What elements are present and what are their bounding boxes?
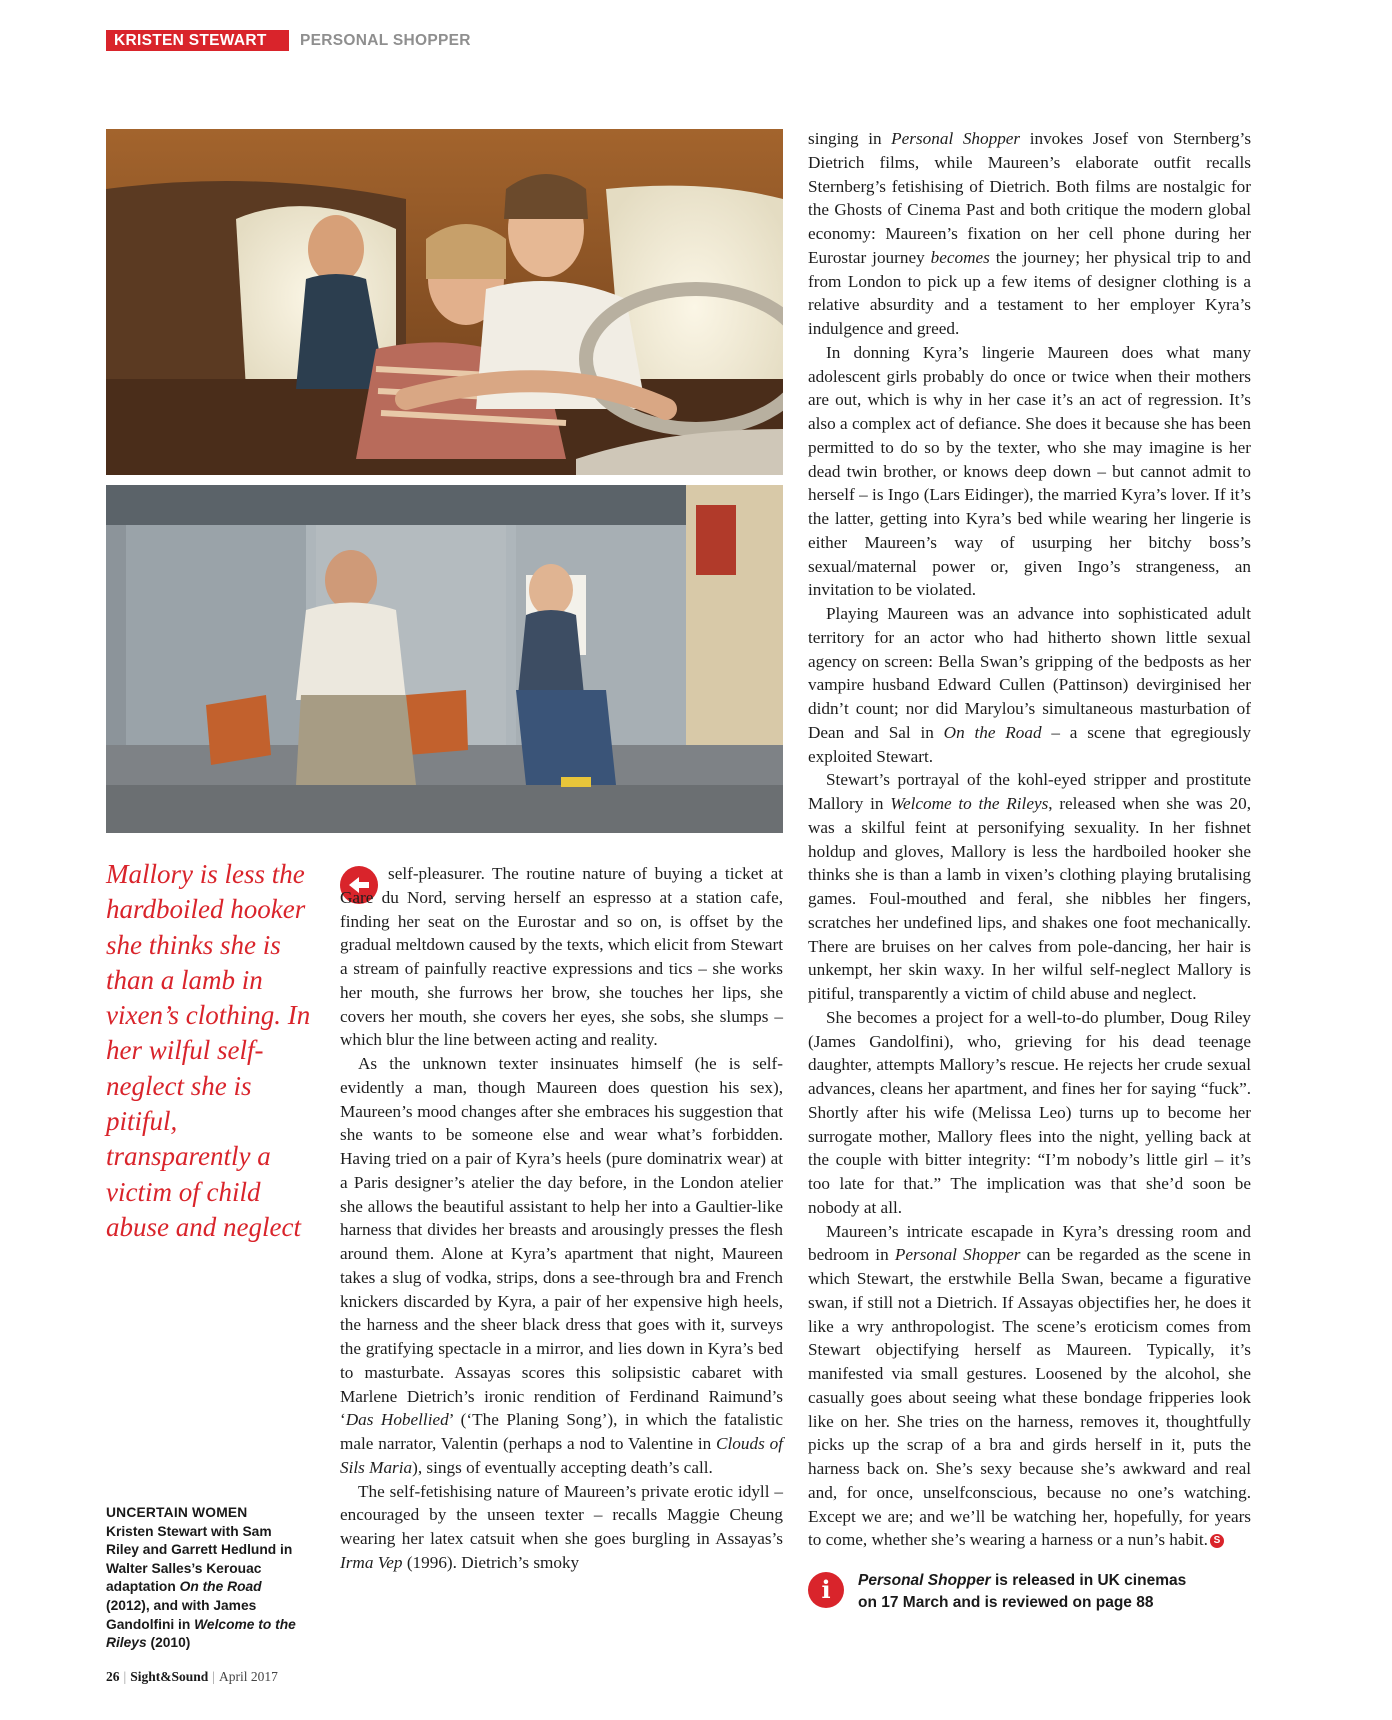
magazine-name: Sight&Sound [130,1669,209,1684]
end-mark-icon: S [1210,1534,1224,1548]
photo-welcome-to-the-rileys [106,485,783,833]
body-paragraph: The self-fetishising nature of Maureen’s private erotic idyll – encouraged by the unseen texter – recalls Maggie Cheung wearing her latex catsuit when she goes burgling in Assayas’s Irma Vep (1996). Dietrich’s smoky [340,1481,783,1572]
body-paragraph: As the unknown texter insinuates himself (he is self-evidently a man, though Maureen does question his sex), Maureen’s mood changes after she embraces his suggestion that she wants to be someone else and wear what’s forbidden. Having tried on a pair of Kyra’s heels (pure dominatrix wear) at a Paris designer’s atelier the day before, in the London atelier she allows the beautiful assistant to help her into a Gaultier-like harness that divides her breasts and arousingly presses the flesh around them. Alone at Kyra’s apartment that night, Maureen takes a slug of vodka, strips, dons a see-through bra and French knickers discarded by Kyra, a pair of her expensive high heels, the harness and the sheer black dress that goes with it, surveys the gratifying spectacle in a mirror, and lies down in Kyra’s bed to masturbate. Assayas scores this solipsistic cabaret with Marlene Dietrich’s ironic rendition of Ferdinand Raimund’s ‘Das Hobellied’ (‘The Planing Song’), in which the fatalistic male narrator, Valentin (perhaps a nod to Valentine in Clouds of Sils Maria), sings of eventually accepting death’s call. [340,1054,783,1477]
body-paragraph: Stewart’s portrayal of the kohl-eyed stripper and prostitute Mallory in Welcome to the Rileys, released when she was 20, was a skilful feint at personifying sexuality. In her fishnet holdup and gloves, Mallory is less the hardboiled hooker she thinks she is than a lamb in vixen’s clothing playing brutalising games. Foul-mouthed and feral, she nibbles her fingers, scratches her undefined lips, and shakes one foot mechanically. There are bruises on her calves from pole-dancing, her hair is unkempt, her skin waxy. In her wilful self-neglect Mallory is pitiful, transparently a victim of child abuse and neglect. [808,770,1251,1003]
release-info [808,1570,1248,1614]
info-icon: i [808,1572,844,1608]
section-tag: KRISTEN STEWART [106,30,289,51]
caption-film-title: Welcome to the Rileys [106,1616,296,1651]
caption-film-title: On the Road [179,1579,262,1595]
pull-quote: Mallory is less the hardboiled hooker she thinks she is than a lamb in vixen’s clothing. In her wilful self-neglect she is pitiful, transparently a victim of child abuse and neglect [106,859,311,1242]
subsection-tag: PERSONAL SHOPPER [300,31,471,49]
page-number: 26 [106,1669,120,1684]
body-paragraph: singing in Personal Shopper invokes Josef von Sternberg’s Dietrich films, while Maureen’s elaborate outfit recalls Sternberg’s fetishising of Dietrich. Both films are nostalgic for the Ghosts of Cinema Past and both critique the modern global economy: Maureen’s fixation on her cell phone during her Eurostar journey becomes the journey; her physical trip to and from London to pick up a few items of designer clothing is a relative absurdity and a testament to her employer Kyra’s indulgence and greed. [808,129,1252,338]
body-paragraph: self-pleasurer. The routine nature of buying a ticket at Gare du Nord, serving herself an espresso at a station cafe, finding her seat on the Eurostar and so on, is offset by the gradual meltdown caused by the texts, which elicit from Stewart a stream of painfully reactive expressions and tics – she works her mouth, she furrows her brow, she touches her lips, she covers her mouth, she covers her eyes, she sobs, she slumps – which blur the line between acting and reality. [340,864,783,1050]
caption-text: (2012), and with James Gandolfini in [106,1597,257,1632]
photo-on-the-road [106,129,783,475]
article-column-middle [340,862,783,1575]
body-paragraph: Maureen’s intricate escapade in Kyra’s dressing room and bedroom in Personal Shopper can be regarded as the scene in which Stewart, the erstwhile Bella Swan, became a figurative swan, if still not a Dietrich. If Assayas objectifies her, he does it like a wry anthropologist. The scene’s eroticism comes from Stewart objectifying herself as Maureen. Typically, it’s manifested via small gestures. Loosened by the alcohol, she casually goes about seeing what these bondage fripperies look like on her. She tries on the harness, removes it, thoughtfully picks up the scrap of a bra and girds herself in it, puts the harness back on. She’s sexy because she’s awkward and real and, for once, unselfconscious, because no one’s watching. Except we are; and we’ll be watching her, hopefully, for years to come, whether she’s wearing a harness or a nun’s habit. S [808,1221,1251,1550]
page-footer: 26 | Sight&Sound | April 2017 [106,1669,278,1684]
caption-heading: UNCERTAIN WOMEN [106,1505,248,1520]
body-paragraph: In donning Kyra’s lingerie Maureen does what many adolescent girls probably do once or twice when their mothers are out, which is why in her case it’s an act of regression. It’s also a complex act of defiance. She does it because she has been permitted to do so by the texter, who she may imagine is her dead twin brother, or knows deep down – but cannot admit to herself – is Ingo (Lars Eidinger), the married Kyra’s lover. If it’s the latter, getting into Kyra’s bed while wearing her lingerie is either Maureen’s way of usurping her bitchy boss’s sexual/maternal power or, given Ingo’s strangeness, an invitation to be violated. [808,342,1251,600]
body-paragraph: Playing Maureen was an advance into sophisticated adult territory for an actor who had hitherto shown little sexual agency on screen: Bella Swan’s gripping of the bedposts as her vampire husband Edward Cullen (Pattinson) devirginised her didn’t count; nor did Marylou’s simultaneous masturbation of Dean and Sal in On the Road – a scene that egregiously exploited Stewart. [808,604,1251,766]
caption-text: Kristen Stewart with Sam Riley and Garrett Hedlund in Walter Salles’s Kerouac adaptation [106,1523,293,1595]
photo-caption [106,1504,306,1653]
issue-date: April 2017 [218,1669,278,1684]
release-info-text: Personal Shopper is released in UK cinemas on 17 March and is reviewed on page 88 [858,1572,1187,1611]
body-paragraph: She becomes a project for a well-to-do plumber, Doug Riley (James Gandolfini), who, grieving for his dead teenage daughter, attempts Mallory’s rescue. He rejects her crude sexual advances, cleans her apartment, and fines her for saying “fuck”. Shortly after his wife (Melissa Leo) turns up to become her surrogate mother, Mallory flees into the night, yelling back at the couple with bitter integrity: “I’m nobody’s little girl – it’s too late for that.” The implication was that she’d soon be nobody at all. [808,1007,1251,1217]
section-header [106,30,471,51]
caption-text: (2010) [146,1635,191,1651]
article-column-right [808,127,1251,1552]
